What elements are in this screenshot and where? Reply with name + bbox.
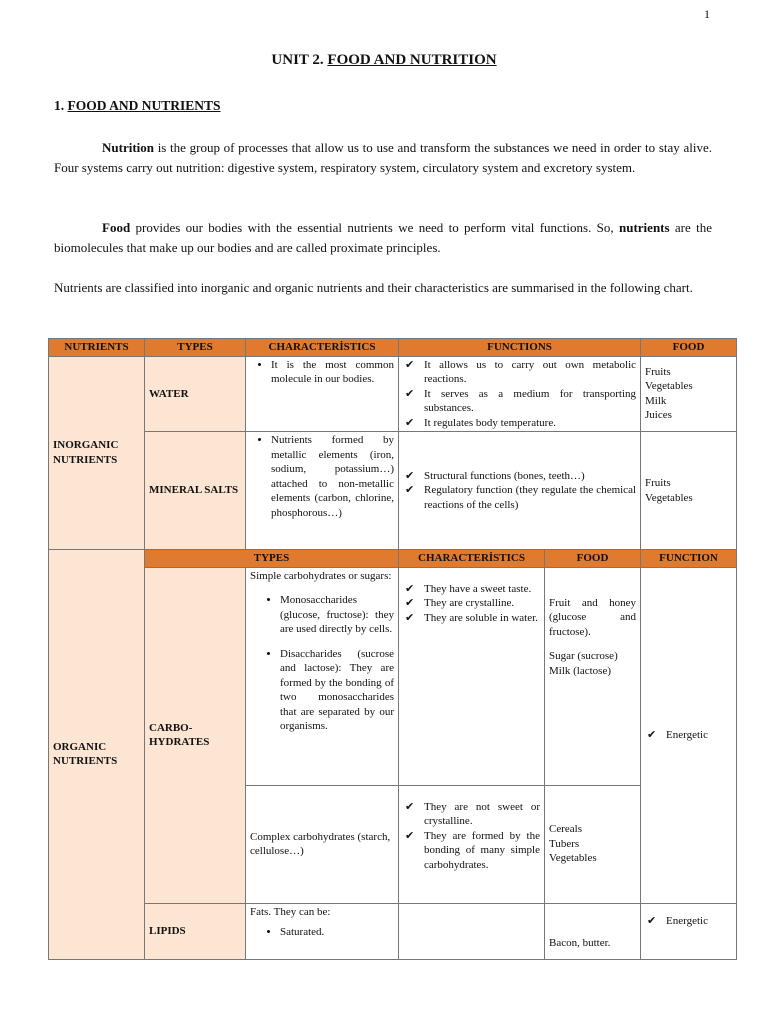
header-characteristics: CHARACTERİSTICS (246, 339, 399, 357)
water-functions: ✔ It allows us to carry out own metabolic reactions. ✔ It serves as a medium for transporting substances. ✔ It regulates body temperature. (399, 356, 641, 432)
table-row-water (49, 356, 737, 432)
simple-carbohydrates: Simple carbohydrates or sugars: • Monosaccharides (glucose, fructose): they are used directly by cells. • Disaccharides (sucrose and lactose): They are formed by the bonding of two monosaccharides that are separated by our organisms. (246, 567, 399, 785)
page-number: 1 (704, 7, 710, 21)
complex-food: Cereals Tubers Vegetables (545, 785, 641, 903)
paragraph-classification: Nutrients are classified into inorganic and organic nutrients and their characteristics are summarised in the following chart. (54, 280, 693, 295)
water-food: Fruits Vegetables Milk Juices (641, 356, 737, 432)
table-row-mineral-salts (49, 432, 737, 550)
water-characteristics: • It is the most common molecule in our bodies. (246, 356, 399, 432)
complex-characteristics: ✔ They are not sweet or crystalline. ✔ They are formed by the bonding of many simple carbohydrates. (399, 785, 545, 903)
subheader-function: FUNCTION (641, 550, 737, 568)
subheader-food: FOOD (545, 550, 641, 568)
inorganic-label: INORGANIC NUTRIENTS (49, 356, 145, 550)
mineral-characteristics: • Nutrients formed by metallic elements (iron, sodium, potassium…) attached to non-metallic elements (carbon, chlorine, phosphorous…) (246, 432, 399, 550)
lipids-description: Fats. They can be: • Saturated. (246, 903, 399, 959)
mineral-food: Fruits Vegetables (641, 432, 737, 550)
header-functions: FUNCTIONS (399, 339, 641, 357)
lipids-function: ✔ Energetic (641, 903, 737, 959)
lipids-type: LIPIDS (145, 903, 246, 959)
table-row-lipids (49, 903, 737, 959)
page-title: UNIT 2. FOOD AND NUTRITION (271, 52, 497, 68)
subheader-types: TYPES (145, 550, 399, 568)
complex-carbohydrates: Complex carbohydrates (starch, cellulose…) (246, 785, 399, 903)
lipids-food: Bacon, butter. (545, 903, 641, 959)
mineral-type: MINERAL SALTS (145, 432, 246, 550)
nutrients-table (48, 338, 737, 960)
paragraph-nutrition: Nutrition is the group of processes that allow us to use and transform the substances we need in order to stay alive. Four systems carry out nutrition: digestive system, respiratory system, circulatory system and excretory system. (54, 140, 712, 175)
organic-label: ORGANIC NUTRIENTS (49, 550, 145, 960)
header-types: TYPES (145, 339, 246, 357)
lipids-characteristics (399, 903, 545, 959)
paragraph-food: Food provides our bodies with the essential nutrients we need to perform vital functions. So, nutrients are the biomolecules that make up our bodies and are called proximate principles. (54, 220, 712, 255)
header-food: FOOD (641, 339, 737, 357)
table-header-row (49, 339, 737, 357)
subheader-characteristics: CHARACTERİSTICS (399, 550, 545, 568)
simple-food: Fruit and honey (glucose and fructose). Sugar (sucrose) Milk (lactose) (545, 567, 641, 785)
water-type: WATER (145, 356, 246, 432)
carbohydrates-function: ✔ Energetic (641, 567, 737, 903)
carbohydrates-type: CARBO-HYDRATES (145, 567, 246, 903)
table-row-simple-carbohydrates (49, 567, 737, 785)
mineral-functions: ✔ Structural functions (bones, teeth…) ✔ Regulatory function (they regulate the chemical reactions of the cells) (399, 432, 641, 550)
organic-subheader-row (49, 550, 737, 568)
header-nutrients: NUTRIENTS (49, 339, 145, 357)
section-heading: 1. FOOD AND NUTRIENTS (54, 98, 221, 113)
simple-characteristics: ✔ They have a sweet taste. ✔ They are crystalline. ✔ They are soluble in water. (399, 567, 545, 785)
